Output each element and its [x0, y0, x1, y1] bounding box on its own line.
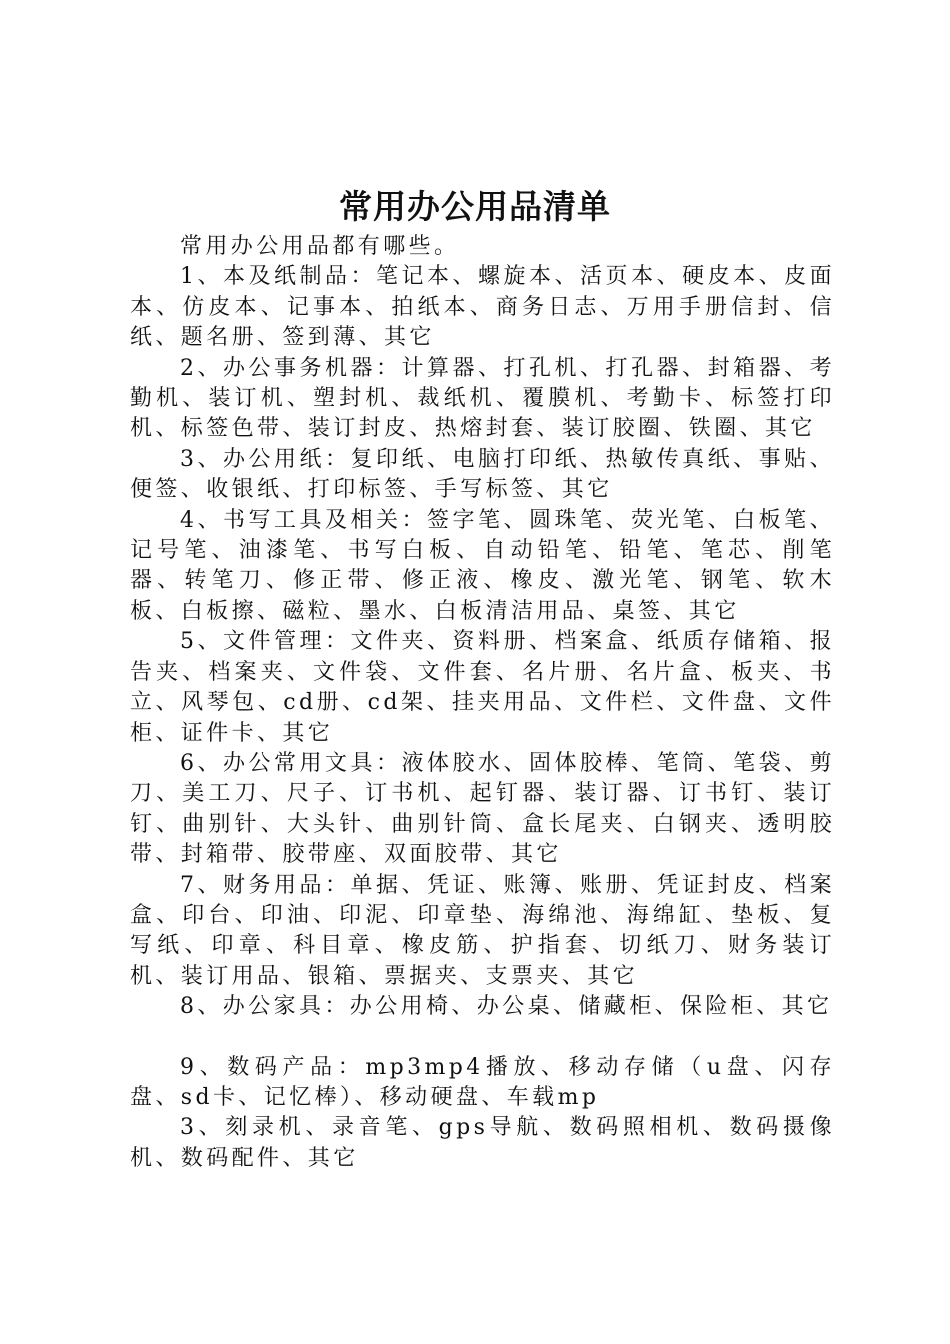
list-item: 9、数码产品：mp3mp4播放、移动存储（u盘、闪存盘、sd卡、记忆棒）、移动硬盘、车载mp [130, 1054, 835, 1110]
list-item: 8、办公家具：办公用椅、办公桌、储藏柜、保险柜、其它 [180, 994, 833, 1020]
list-item: 7、财务用品：单据、凭证、账簿、账册、凭证封皮、档案盒、印台、印油、印泥、印章垫、海绵池、海绵缸、垫板、复写纸、印章、科目章、橡皮筋、护指套、切纸刀、财务装订机、装订用品、银箱、票据夹、支票夹、其它 [130, 872, 835, 989]
list-item: 3、刻录机、录音笔、gps导航、数码照相机、数码摄像机、数码配件、其它 [130, 1115, 835, 1171]
list-item: 6、办公常用文具：液体胶水、固体胶棒、笔筒、笔袋、剪刀、美工刀、尺子、订书机、起钉器、装订器、订书钉、装订钉、曲别针、大头针、曲别针筒、盒长尾夹、白钢夹、透明胶带、封箱带、胶带座、双面胶带、其它 [130, 750, 835, 868]
paragraph-spacer [130, 1023, 835, 1053]
list-item: 4、书写工具及相关：签字笔、圆珠笔、荧光笔、白板笔、记号笔、油漆笔、书写白板、自动铅笔、铅笔、笔芯、削笔器、转笔刀、修正带、修正液、橡皮、激光笔、钢笔、软木板、白板擦、磁粒、墨水、白板清洁用品、桌签、其它 [130, 507, 835, 624]
list-item: 2、办公事务机器：计算器、打孔机、打孔器、封箱器、考勤机、装订机、塑封机、裁纸机、覆膜机、考勤卡、标签打印机、标签色带、装订封皮、热熔封套、装订胶圈、铁圈、其它 [130, 355, 835, 442]
document-body [130, 232, 835, 1174]
intro-paragraph: 常用办公用品都有哪些。 [180, 234, 460, 259]
list-item: 5、文件管理：文件夹、资料册、档案盒、纸质存储箱、报告夹、档案夹、文件袋、文件套、名片册、名片盒、板夹、书立、风琴包、cd册、cd架、挂夹用品、文件栏、文件盘、文件柜、证件卡、其它 [130, 629, 835, 746]
page-title: 常用办公用品清单 [339, 187, 611, 226]
list-item: 1、本及纸制品：笔记本、螺旋本、活页本、硬皮本、皮面本、仿皮本、记事本、拍纸本、商务日志、万用手册信封、信纸、题名册、签到薄、其它 [130, 264, 835, 351]
list-item: 3、办公用纸：复印纸、电脑打印纸、热敏传真纸、事贴、便签、收银纸、打印标签、手写标签、其它 [130, 446, 835, 503]
